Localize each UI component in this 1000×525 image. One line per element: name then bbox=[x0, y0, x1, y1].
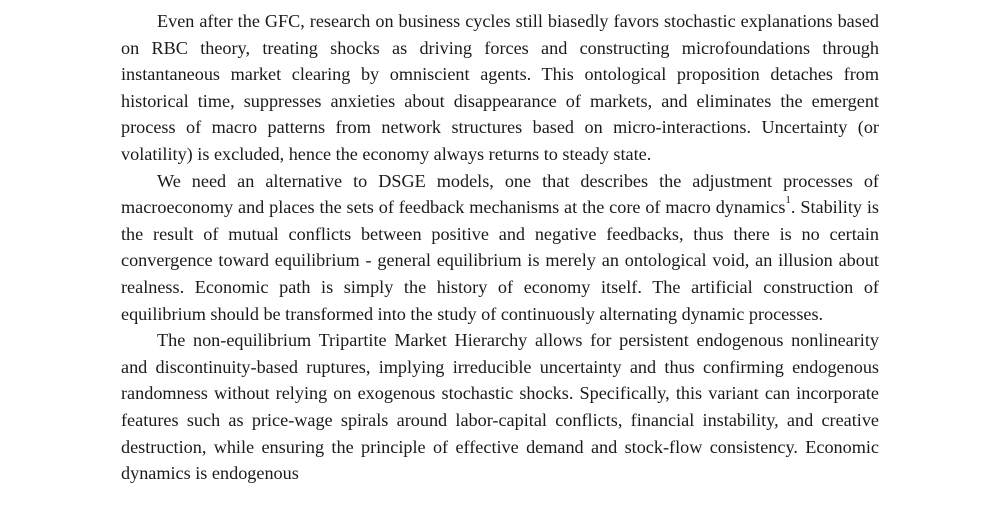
paragraph-text-after-note: . Stability is the result of mutual conflicts between positive and negative feedbacks, thus there is no certain convergence toward equilibrium - general equilibrium is merely an ontological void, an illusion about realness. Economic path is simply the history of economy itself. The artificial construction of equilibrium should be transformed into the study of continuously alternating dynamic processes. bbox=[121, 197, 879, 324]
footnote-marker[interactable]: 1 bbox=[785, 194, 791, 207]
paragraph-tripartite-market bbox=[121, 327, 879, 487]
paragraph-text-before-note: We need an alternative to DSGE models, one that describes the adjustment processes of macroeconomy and places the sets of feedback mechanisms at the core of macro dynamics bbox=[121, 170, 879, 218]
paragraph-dsge-alternative bbox=[121, 168, 879, 328]
paragraph-rbc-critique bbox=[121, 8, 879, 168]
body-text bbox=[121, 8, 879, 487]
paragraph-text: Even after the GFC, research on business cycles still biasedly favors stochastic explanations based on RBC theory, treating shocks as driving forces and constructing microfoundations through instantaneous market clearing by omniscient agents. This ontological proposition detaches from historical time, suppresses anxieties about disappearance of markets, and eliminates the emergent process of macro patterns from network structures based on micro-interactions. Uncertainty (or volatility) is excluded, hence the economy always returns to steady state. bbox=[121, 11, 879, 164]
paragraph-text: The non-equilibrium Tripartite Market Hierarchy allows for persistent endogenous nonlinearity and discontinuity-based ruptures, implying irreducible uncertainty and thus confirming endogenous randomness without relying on exogenous stochastic shocks. Specifically, this variant can incorporate features such as price-wage spirals around labor-capital conflicts, financial instability, and creative destruction, while ensuring the principle of effective demand and stock-flow consistency. Economic dynamics is endogenous bbox=[121, 330, 879, 484]
